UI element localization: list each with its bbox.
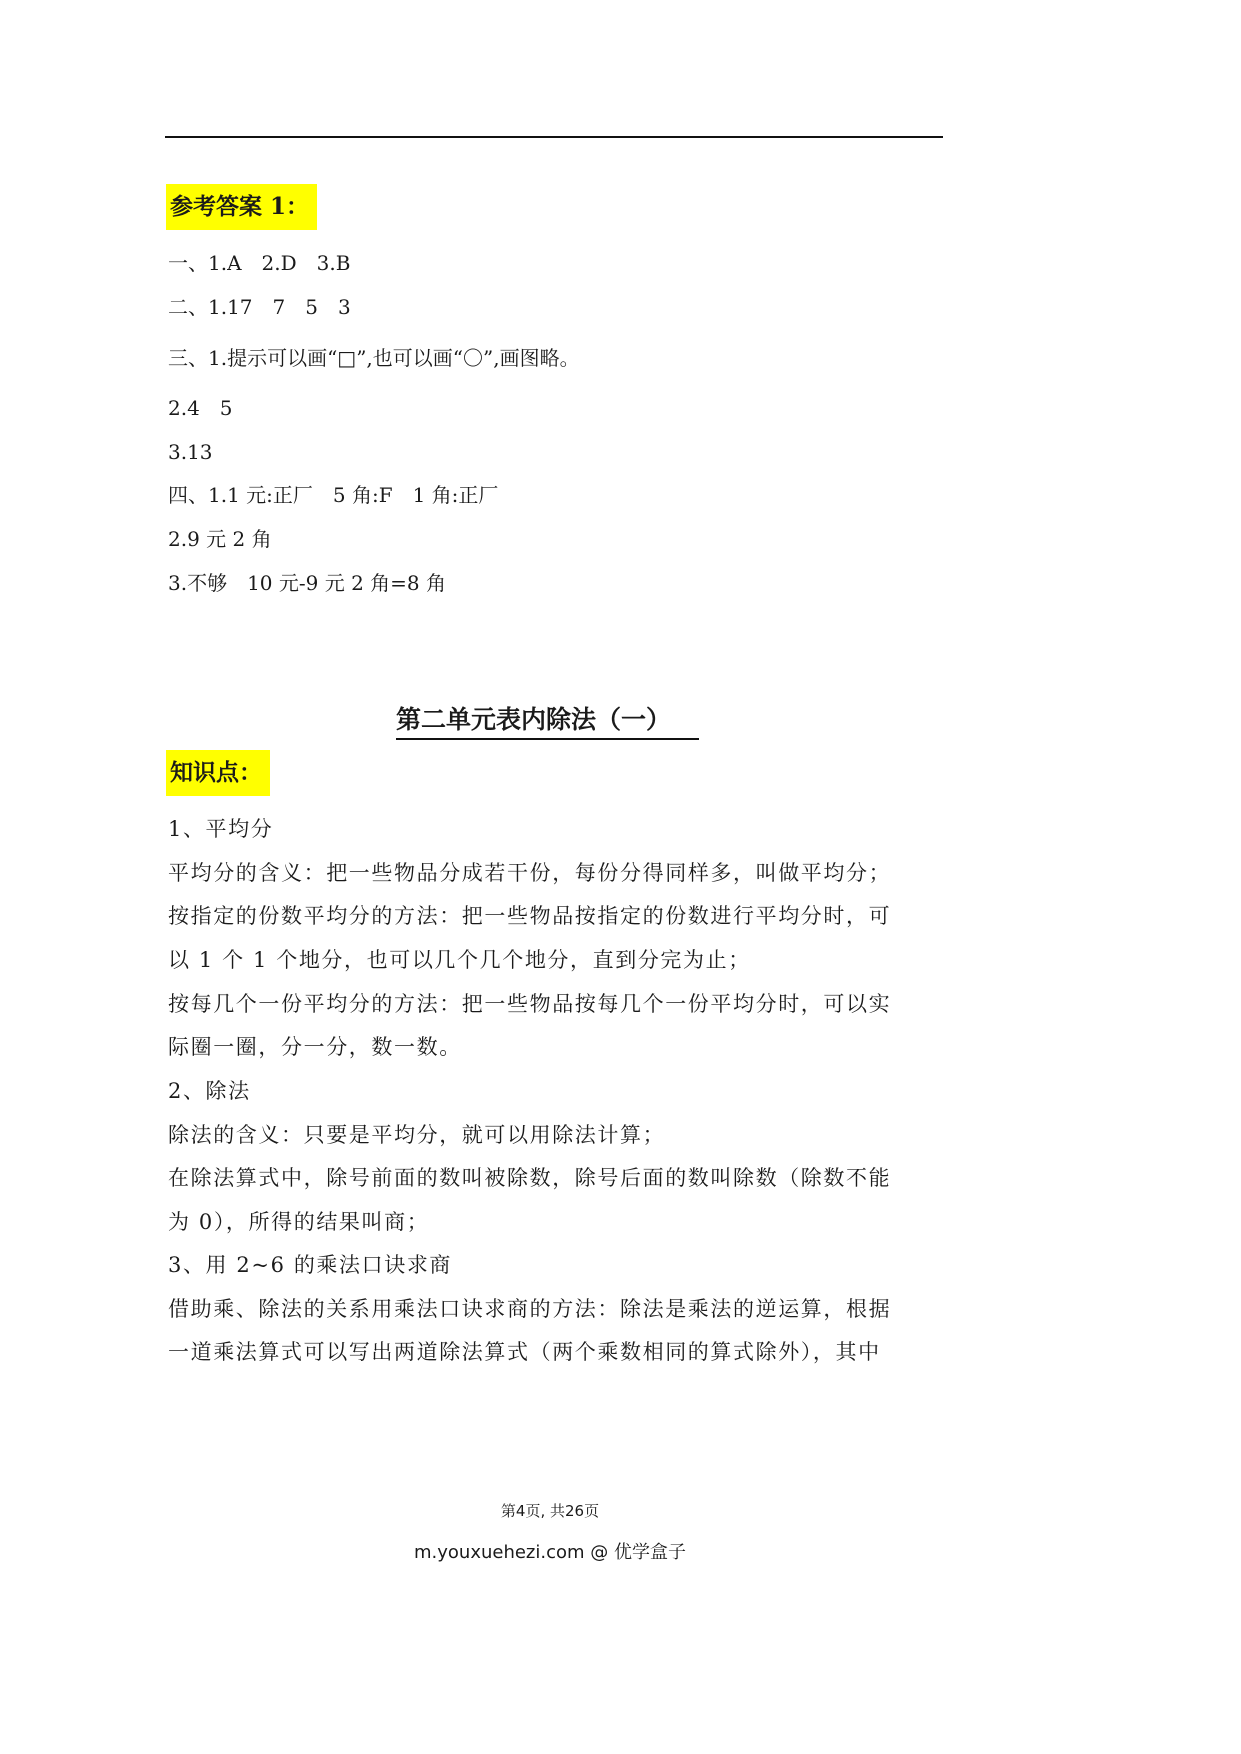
knowledge-line: 一道乘法算式可以写出两道除法算式（两个乘数相同的算式除外），其中 bbox=[168, 1340, 881, 1364]
site-watermark: m.youxuehezi.com @ 优学盒子 bbox=[413, 1542, 686, 1563]
knowledge-line: 为 0），所得的结果叫商； bbox=[168, 1210, 430, 1234]
answer-line-5: 3.13 bbox=[168, 440, 213, 464]
answer-line-2: 二、1.17 7 5 3 bbox=[168, 295, 351, 319]
answer-line-7: 2.9 元 2 角 bbox=[168, 527, 272, 551]
answer-line-4: 2.4 5 bbox=[168, 396, 233, 420]
knowledge-heading: 知识点： bbox=[166, 750, 270, 796]
knowledge-line: 以 1 个 1 个地分，也可以几个几个地分，直到分完为止； bbox=[168, 948, 751, 972]
knowledge-line: 按每几个一份平均分的方法：把一些物品按每几个一份平均分时，可以实 bbox=[168, 992, 892, 1016]
answer-line-6: 四、1.1 元:正厂 5 角:F 1 角:正厂 bbox=[168, 483, 499, 507]
knowledge-line: 除法的含义：只要是平均分，就可以用除法计算； bbox=[168, 1123, 666, 1147]
knowledge-line: 在除法算式中，除号前面的数叫被除数，除号后面的数叫除数（除数不能 bbox=[168, 1166, 892, 1190]
header-rule bbox=[165, 136, 943, 138]
answer-heading: 参考答案 1： bbox=[166, 184, 317, 230]
knowledge-line: 2、除法 bbox=[168, 1079, 251, 1103]
section-title: 第二单元表内除法（一） bbox=[396, 702, 699, 740]
knowledge-line: 平均分的含义：把一些物品分成若干份，每份分得同样多，叫做平均分； bbox=[168, 861, 892, 885]
page-number: 第4页, 共26页 bbox=[500, 1502, 600, 1520]
knowledge-line: 1、平均分 bbox=[168, 817, 274, 841]
answer-line-1: 一、1.A 2.D 3.B bbox=[168, 251, 351, 275]
knowledge-line: 按指定的份数平均分的方法：把一些物品按指定的份数进行平均分时，可 bbox=[168, 904, 892, 928]
answer-line-3: 三、1.提示可以画“□”,也可以画“〇”,画图略。 bbox=[168, 346, 580, 370]
answer-line-8: 3.不够 10 元-9 元 2 角=8 角 bbox=[168, 571, 447, 595]
knowledge-line: 借助乘、除法的关系用乘法口诀求商的方法：除法是乘法的逆运算，根据 bbox=[168, 1297, 892, 1321]
knowledge-line: 3、用 2~6 的乘法口诀求商 bbox=[168, 1253, 453, 1277]
knowledge-line: 际圈一圈，分一分，数一数。 bbox=[168, 1035, 462, 1059]
